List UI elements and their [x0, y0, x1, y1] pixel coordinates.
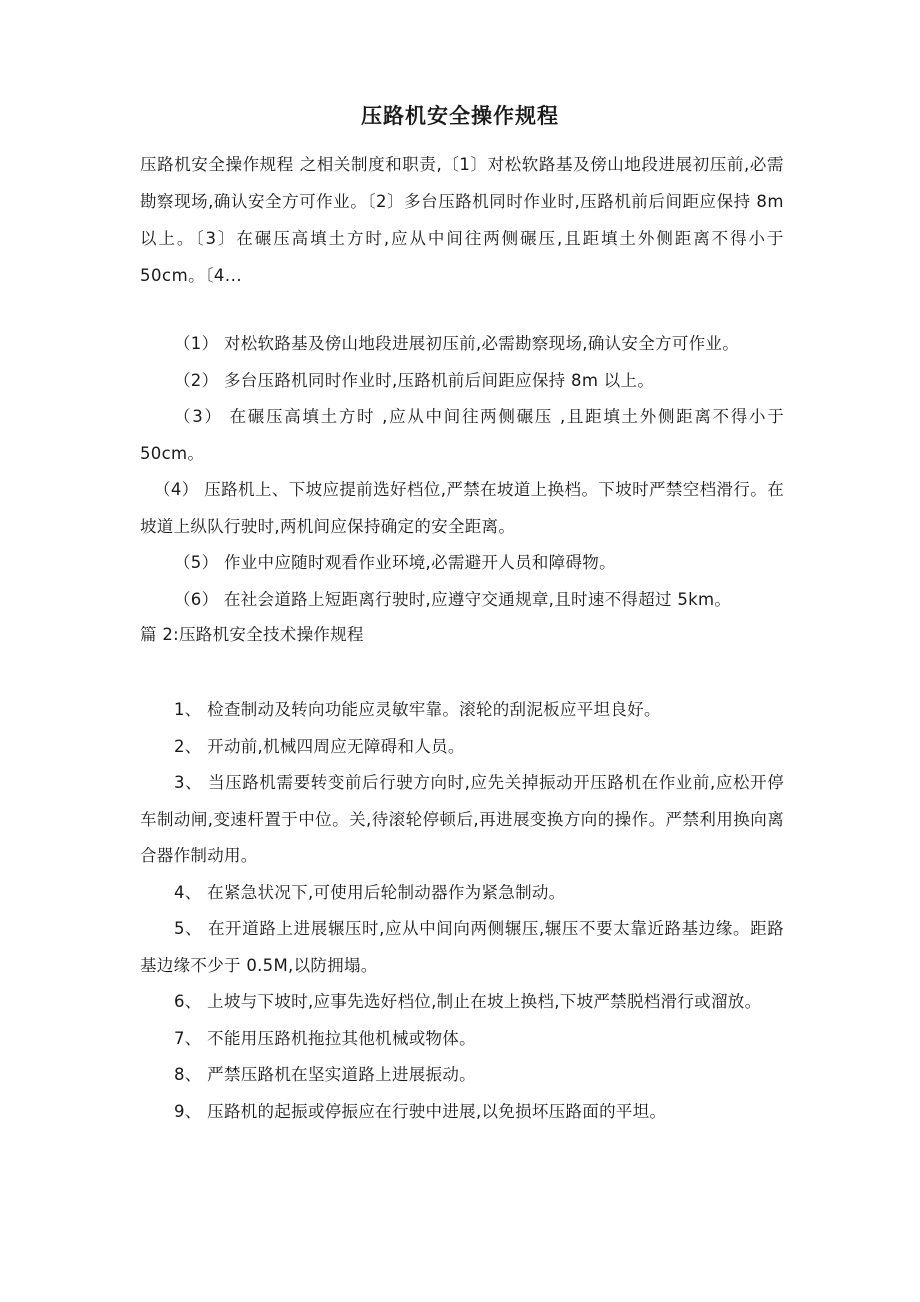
section-2-heading: 篇 2:压路机安全技术操作规程 [140, 625, 364, 644]
rule-item-1: （1） 对松软路基及傍山地段进展初压前,必需勘察现场,确认安全方可作业。 [174, 334, 740, 353]
safety-rules-list [140, 326, 784, 618]
rule-item-4: （4） 压路机上、下坡应提前选好档位,严禁在坡道上换档。下坡时严禁空档滑行。在坡道上纵队行驶时,两机间应保持确定的安全距离。 [140, 480, 784, 536]
tech-rule-item-5: 5、 在开道路上进展辗压时,应从中间向两侧辗压,辗压不要太靠近路基边缘。距路基边缘不少于 0.5M,以防拥塌。 [140, 919, 784, 975]
tech-rule-item-6: 6、 上坡与下坡时,应事先选好档位,制止在坡上换档,下坡严禁脱档滑行或溜放。 [174, 992, 762, 1011]
tech-rule-item-4: 4、 在紧急状况下,可使用后轮制动器作为紧急制动。 [174, 882, 566, 902]
tech-rule-item-2: 2、 开动前,机械四周应无障碍和人员。 [174, 736, 465, 756]
document-title: 压路机安全操作规程 [361, 104, 559, 128]
tech-rule-item-7: 7、 不能用压路机拖拉其他机械或物体。 [174, 1028, 476, 1048]
rule-item-3: （3） 在碾压高填土方时 ,应从中间往两侧碾压 ,且距填土外侧距离不得小于 50cm。 [140, 407, 784, 463]
tech-rule-item-9: 9、 压路机的起振或停振应在行驶中进展,以免损坏压路面的平坦。 [174, 1101, 667, 1121]
rule-item-5: （5） 作业中应随时观看作业环境,必需避开人员和障碍物。 [174, 553, 616, 572]
rule-item-2: （2） 多台压路机同时作业时,压路机前后间距应保持 8m 以上。 [174, 370, 655, 390]
tech-rule-item-1: 1、 检查制动及转向功能应灵敏牢靠。滚轮的刮泥板应平坦良好。 [174, 700, 661, 719]
tech-rule-item-3: 3、 当压路机需要转变前后行驶方向时,应先关掉振动开压路机在作业前,应松开停车制动闸,变速杆置于中位。关,待滚轮停顿后,再进展变换方向的操作。严禁利用换向离合器作制动用。 [140, 773, 784, 865]
tech-rule-item-8: 8、 严禁压路机在坚实道路上进展振动。 [174, 1065, 476, 1084]
technical-rules-list [140, 692, 784, 1130]
rule-item-6: （6） 在社会道路上短距离行驶时,应遵守交通规章,且时速不得超过 5km。 [174, 589, 732, 609]
document-abstract: 压路机安全操作规程 之相关制度和职责,〔1〕对松软路基及傍山地段进展初压前,必需勘察现场,确认安全方可作业。〔2〕多台压路机同时作业时,压路机前后间距应保持 8m 以上。〔3〕在碾压高填土方时,应从中间往两侧碾压,且距填土外侧距离不得小于 50cm。〔4... [140, 155, 784, 285]
